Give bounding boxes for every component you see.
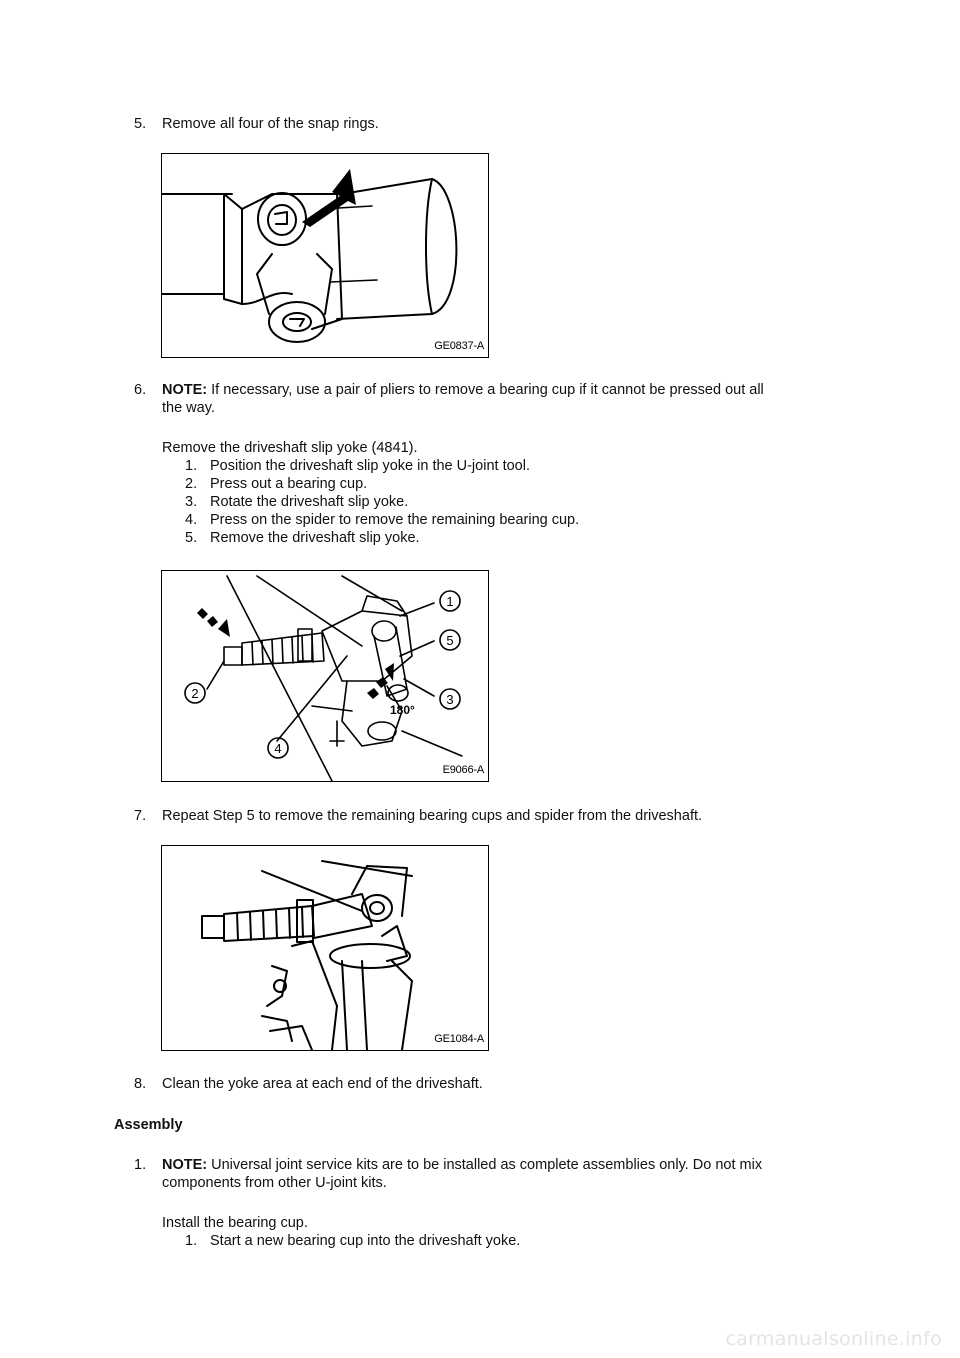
- figure-u-joint-tool: [161, 570, 489, 782]
- substep-text: Position the driveshaft slip yoke in the U-joint tool.: [210, 458, 530, 474]
- step-6-intro: Remove the driveshaft slip yoke (4841).: [162, 440, 418, 456]
- substep-number: 4.: [185, 512, 198, 528]
- assembly-step-1-number: 1.: [134, 1157, 147, 1173]
- step-6-note: [162, 381, 764, 399]
- press-tool-illustration: [162, 846, 488, 1050]
- note-text-line2: components from other U-joint kits.: [162, 1175, 387, 1191]
- substep-text: Rotate the driveshaft slip yoke.: [210, 494, 409, 510]
- angle-label: 180°: [390, 703, 415, 717]
- note-text-line1: If necessary, use a pair of pliers to remove a bearing cup if it cannot be pressed out all: [211, 382, 764, 398]
- step-5-text: Remove all four of the snap rings.: [162, 116, 379, 132]
- note-label: NOTE:: [162, 1157, 208, 1173]
- u-joint-tool-illustration: [162, 571, 488, 781]
- callout-3: 3: [446, 692, 454, 707]
- callout-1: 1: [446, 594, 454, 609]
- substep-text: Press on the spider to remove the remaining bearing cup.: [210, 512, 580, 528]
- footer-watermark[interactable]: carmanualsonline.info: [725, 1328, 942, 1350]
- figure-remaining-cups: [161, 845, 489, 1051]
- callout-2: 2: [191, 686, 199, 701]
- substep-number: 1.: [185, 458, 198, 474]
- substep-number: 5.: [185, 530, 198, 546]
- step-7-text: Repeat Step 5 to remove the remaining bearing cups and spider from the driveshaft.: [162, 808, 703, 824]
- substep-text: Remove the driveshaft slip yoke.: [210, 530, 420, 546]
- assembly-step-1-intro: Install the bearing cup.: [162, 1215, 308, 1231]
- assembly-step-1-note: [162, 1156, 762, 1174]
- callout-5: 5: [446, 633, 454, 648]
- callout-4: 4: [274, 741, 282, 756]
- figure-snap-rings: [161, 153, 489, 358]
- substep-text: Start a new bearing cup into the driveshaft yoke.: [210, 1233, 521, 1249]
- substep-number: 2.: [185, 476, 198, 492]
- step-8-text: Clean the yoke area at each end of the driveshaft.: [162, 1076, 483, 1092]
- figure-code: E9066-A: [442, 764, 484, 776]
- section-heading-assembly: Assembly: [114, 1117, 183, 1133]
- step-6-number: 6.: [134, 382, 147, 398]
- substep-text: Press out a bearing cup.: [210, 476, 368, 492]
- step-8-number: 8.: [134, 1076, 147, 1092]
- substep-number: 3.: [185, 494, 198, 510]
- note-label: NOTE:: [162, 382, 208, 398]
- step-7-number: 7.: [134, 808, 147, 824]
- note-text-line1: Universal joint service kits are to be installed as complete assemblies only. Do not mix: [211, 1157, 763, 1173]
- figure-code: GE1084-A: [434, 1033, 484, 1045]
- figure-code: GE0837-A: [434, 340, 484, 352]
- substep-number: 1.: [185, 1233, 198, 1249]
- note-text-line2: the way.: [162, 400, 215, 416]
- snap-ring-illustration: [162, 154, 488, 357]
- step-5-number: 5.: [134, 116, 147, 132]
